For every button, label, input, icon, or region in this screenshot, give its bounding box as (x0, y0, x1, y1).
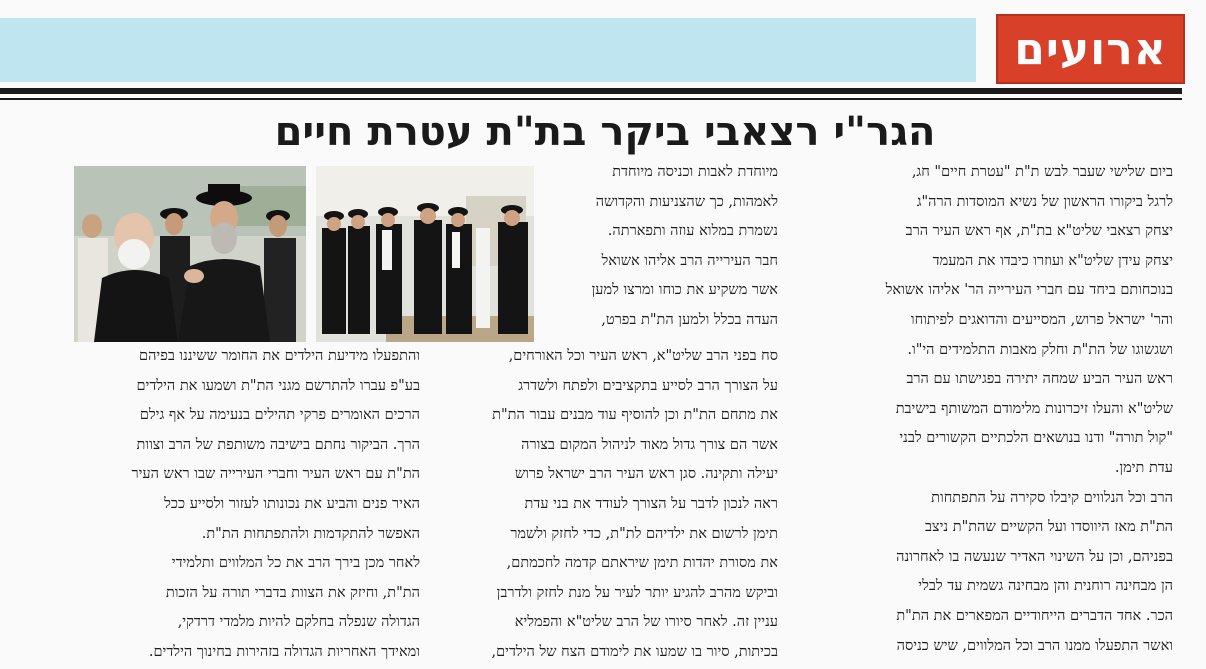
article-column-4: והתפעלו מידיעת הילדים את החומר ששיננו בפיהם בע"פ עברו להתרשם מגני הת"ת ושמעו את הילדים הרכים האומרים פרקי תהילים בנעימה על אף גילם הרך. הביקור נחתם בישיבה משותפת של הרב וצוות הת"ת עם ראש העיר וחברי העירייה שבו ראש העיר האיר פנים והביע את נכונותו לעזור ולסייע ככל האפשר להתקדמות ולהתפתחות הת"ת. לאחר מכן בירך הרב את כל המלווים ותלמידי הת"ת, וחיזק את הצוות בדברי תורה על הזכות הגדולה שנפלה בחלקם להיות מלמדי דרדקי, ומאידך האחריות הגדולה בזהירות בחינוך הילדים. (131, 348, 420, 660)
section-tag: ארועים (996, 14, 1185, 84)
header-band (0, 18, 976, 82)
header-rule-thin (0, 98, 1182, 100)
article-column-2: מיוחדת לאבות וכניסה מיוחדת לאמהות, כך שהצניעות והקדושה נשמרת במלוא עוזה ותפארתה. חבר העירייה הרב אליהו אשואל אשר משקיע את כוחו ומרצו למען העדה בכלל ולמען הת"ת בפרט, (591, 164, 778, 328)
article-headline: הגר"י רצאבי ביקר בת"ת עטרת חיים (274, 109, 936, 155)
article-photo-group (316, 166, 534, 342)
article-column-1: ביום שלישי שעבר לבש ת"ת "עטרת חיים" חג, לרגל ביקורו הראשון של נשיא המוסדות הרה"ג יצחק רצאבי שליט"א בת"ת, אף ראש העיר הרב יצחק עידן שליט"א ועוזרו כיבדו את המעמד בנוכחותם ביחד עם חברי העירייה הר' אליהו אשואל והר' ישראל פרוש, המסייעים והדואגים לפיתוחו ושגשוגו של הת"ת וחלק מאבות התלמידים הי"ו. ראש העיר הביע שמחה יתירה בפגישתו עם הרב שליט"א והעלו זיכרונות מלימודם המשותף בישיבת "קול תורה" ודנו בנושאים הלכתיים הקשורים לבני עדת תימן. הרב וכל הנלווים קיבלו סקירה על התפתחות הת"ת מאז היווסדו ועל הקשיים שהת"ת ניצב בפניהם, וכן על השינוי האדיר שנעשה בו לאחרונה הן מבחינה רוחנית והן מבחינה גשמית עד לבלי הכר. אחד הדברים הייחודיים המפארים את הת"ת ואשר התפעלו ממנו הרב וכל המלווים, שיש כניסה (885, 164, 1173, 654)
article-photo-rabbi-mayor (74, 166, 306, 342)
article-column-3: סח בפני הרב שליט"א, ראש העיר וכל האורחים, על הצורך הרב לסייע בתקציבים ולפתח ולשדרג את מתחם הת"ת וכן להוסיף עוד מבנים עבור הת"ת אשר הם צורך גדול מאוד לניהול המקום בצורה יעילה ותקינה. סגן ראש העיר הרב ישראל פרוש ראה לנכון לדבר על הצורך לעודד את בני עדת תימן לרשום את ילדיהם לת"ת, כדי לחזק ולשמר את מסורת יהדות תימן שיראתם קדמה לחכמתם, וביקש מהרב להגיע יותר לעיר על מנת לחזק ולדרבן עניין זה. לאחר סיורו של הרב שליט"א והפמליא בכיתות, סיור בו שמעו את לימודם הצח של הילדים, (491, 348, 778, 660)
header-rule (0, 88, 1182, 94)
